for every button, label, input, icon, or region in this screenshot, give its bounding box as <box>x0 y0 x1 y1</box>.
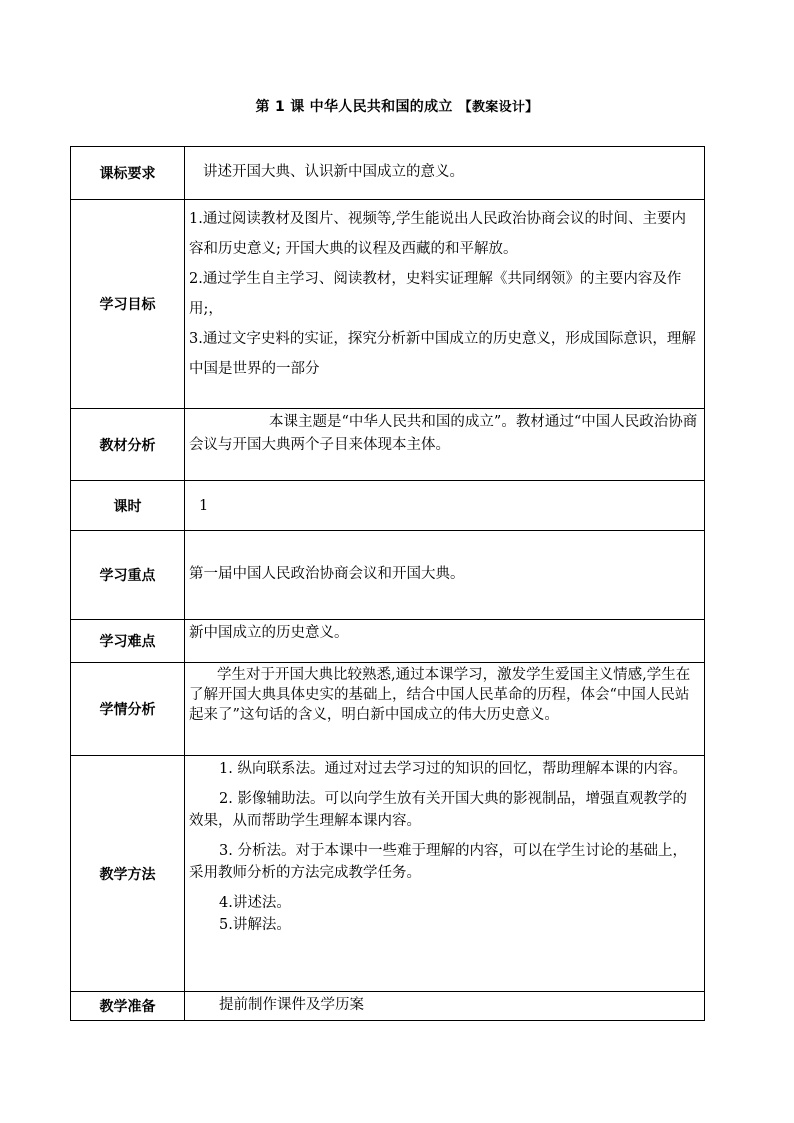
method-item: 1. 纵向联系法。通过对过去学习过的知识的回忆，帮助理解本课的内容。 <box>219 761 687 777</box>
lesson-tag: 【教案设计】 <box>458 100 539 115</box>
table-row <box>71 531 705 620</box>
objective-item: 1.通过阅读教材及图片、视频等,学生能说出人民政治协商会议的时间、主要内容和历史意义; 开国大典的议程及西藏的和平解放。 <box>189 211 686 257</box>
preparation-text: 提前制作课件及学历案 <box>185 992 705 1021</box>
table-row <box>71 200 705 409</box>
row-label-analysis: 教材分析 <box>71 409 185 481</box>
table-row <box>71 620 705 663</box>
table-row <box>71 147 705 200</box>
row-label-difficulty: 学习难点 <box>71 620 185 663</box>
focus-text: 第一届中国人民政治协商会议和开国大典。 <box>185 531 705 620</box>
table-row <box>71 481 705 531</box>
row-label-focus: 学习重点 <box>71 531 185 620</box>
method-item: 2. 影像辅助法。可以向学生放有关开国大典的影视制品，增强直观教学的效果，从而帮助学生理解本课内容。 <box>189 791 687 829</box>
objective-item: 2.通过学生自主学习、阅读教材，史料实证理解《共同纲领》的主要内容及作用;， <box>189 271 682 317</box>
row-label-learners: 学情分析 <box>71 663 185 756</box>
row-label-hours: 课时 <box>71 481 185 531</box>
method-item: 5.讲解法。 <box>219 917 291 933</box>
lesson-plan-table <box>70 146 705 1021</box>
table-row <box>71 992 705 1021</box>
hours-text: 1 <box>185 481 705 531</box>
table-row <box>71 663 705 756</box>
row-label-methods: 教学方法 <box>71 756 185 992</box>
learners-text: 学生对于开国大典比较熟悉,通过本课学习，激发学生爱国主义情感,学生在了解开国大典具体史实的基础上，结合中国人民革命的历程，体会“中国人民站起来了”这句话的含义，明白新中国成立的伟大历史意义。 <box>185 663 705 756</box>
row-label-preparation: 教学准备 <box>71 992 185 1021</box>
method-item: 4.讲述法。 <box>219 895 291 911</box>
analysis-text: 本课主题是“中华人民共和国的成立”。教材通过“中国人民政治协商会议与开国大典两个子目来体现本主体。 <box>185 409 705 481</box>
table-row <box>71 409 705 481</box>
row-label-objectives: 学习目标 <box>71 200 185 409</box>
difficulty-text: 新中国成立的历史意义。 <box>185 620 705 663</box>
method-item: 3. 分析法。对于本课中一些难于理解的内容，可以在学生讨论的基础上，采用教师分析的方法完成教学任务。 <box>189 843 687 881</box>
lesson-title: 第 1 课 中华人民共和国的成立 <box>255 99 453 115</box>
standard-text: 讲述开国大典、认识新中国成立的意义。 <box>203 164 464 180</box>
row-label-standard: 课标要求 <box>71 147 185 200</box>
objective-item: 3.通过文字史料的实证，探究分析新中国成立的历史意义，形成国际意识，理解中国是世界的一部分 <box>189 331 696 377</box>
document-title <box>0 96 794 116</box>
table-row <box>71 756 705 992</box>
